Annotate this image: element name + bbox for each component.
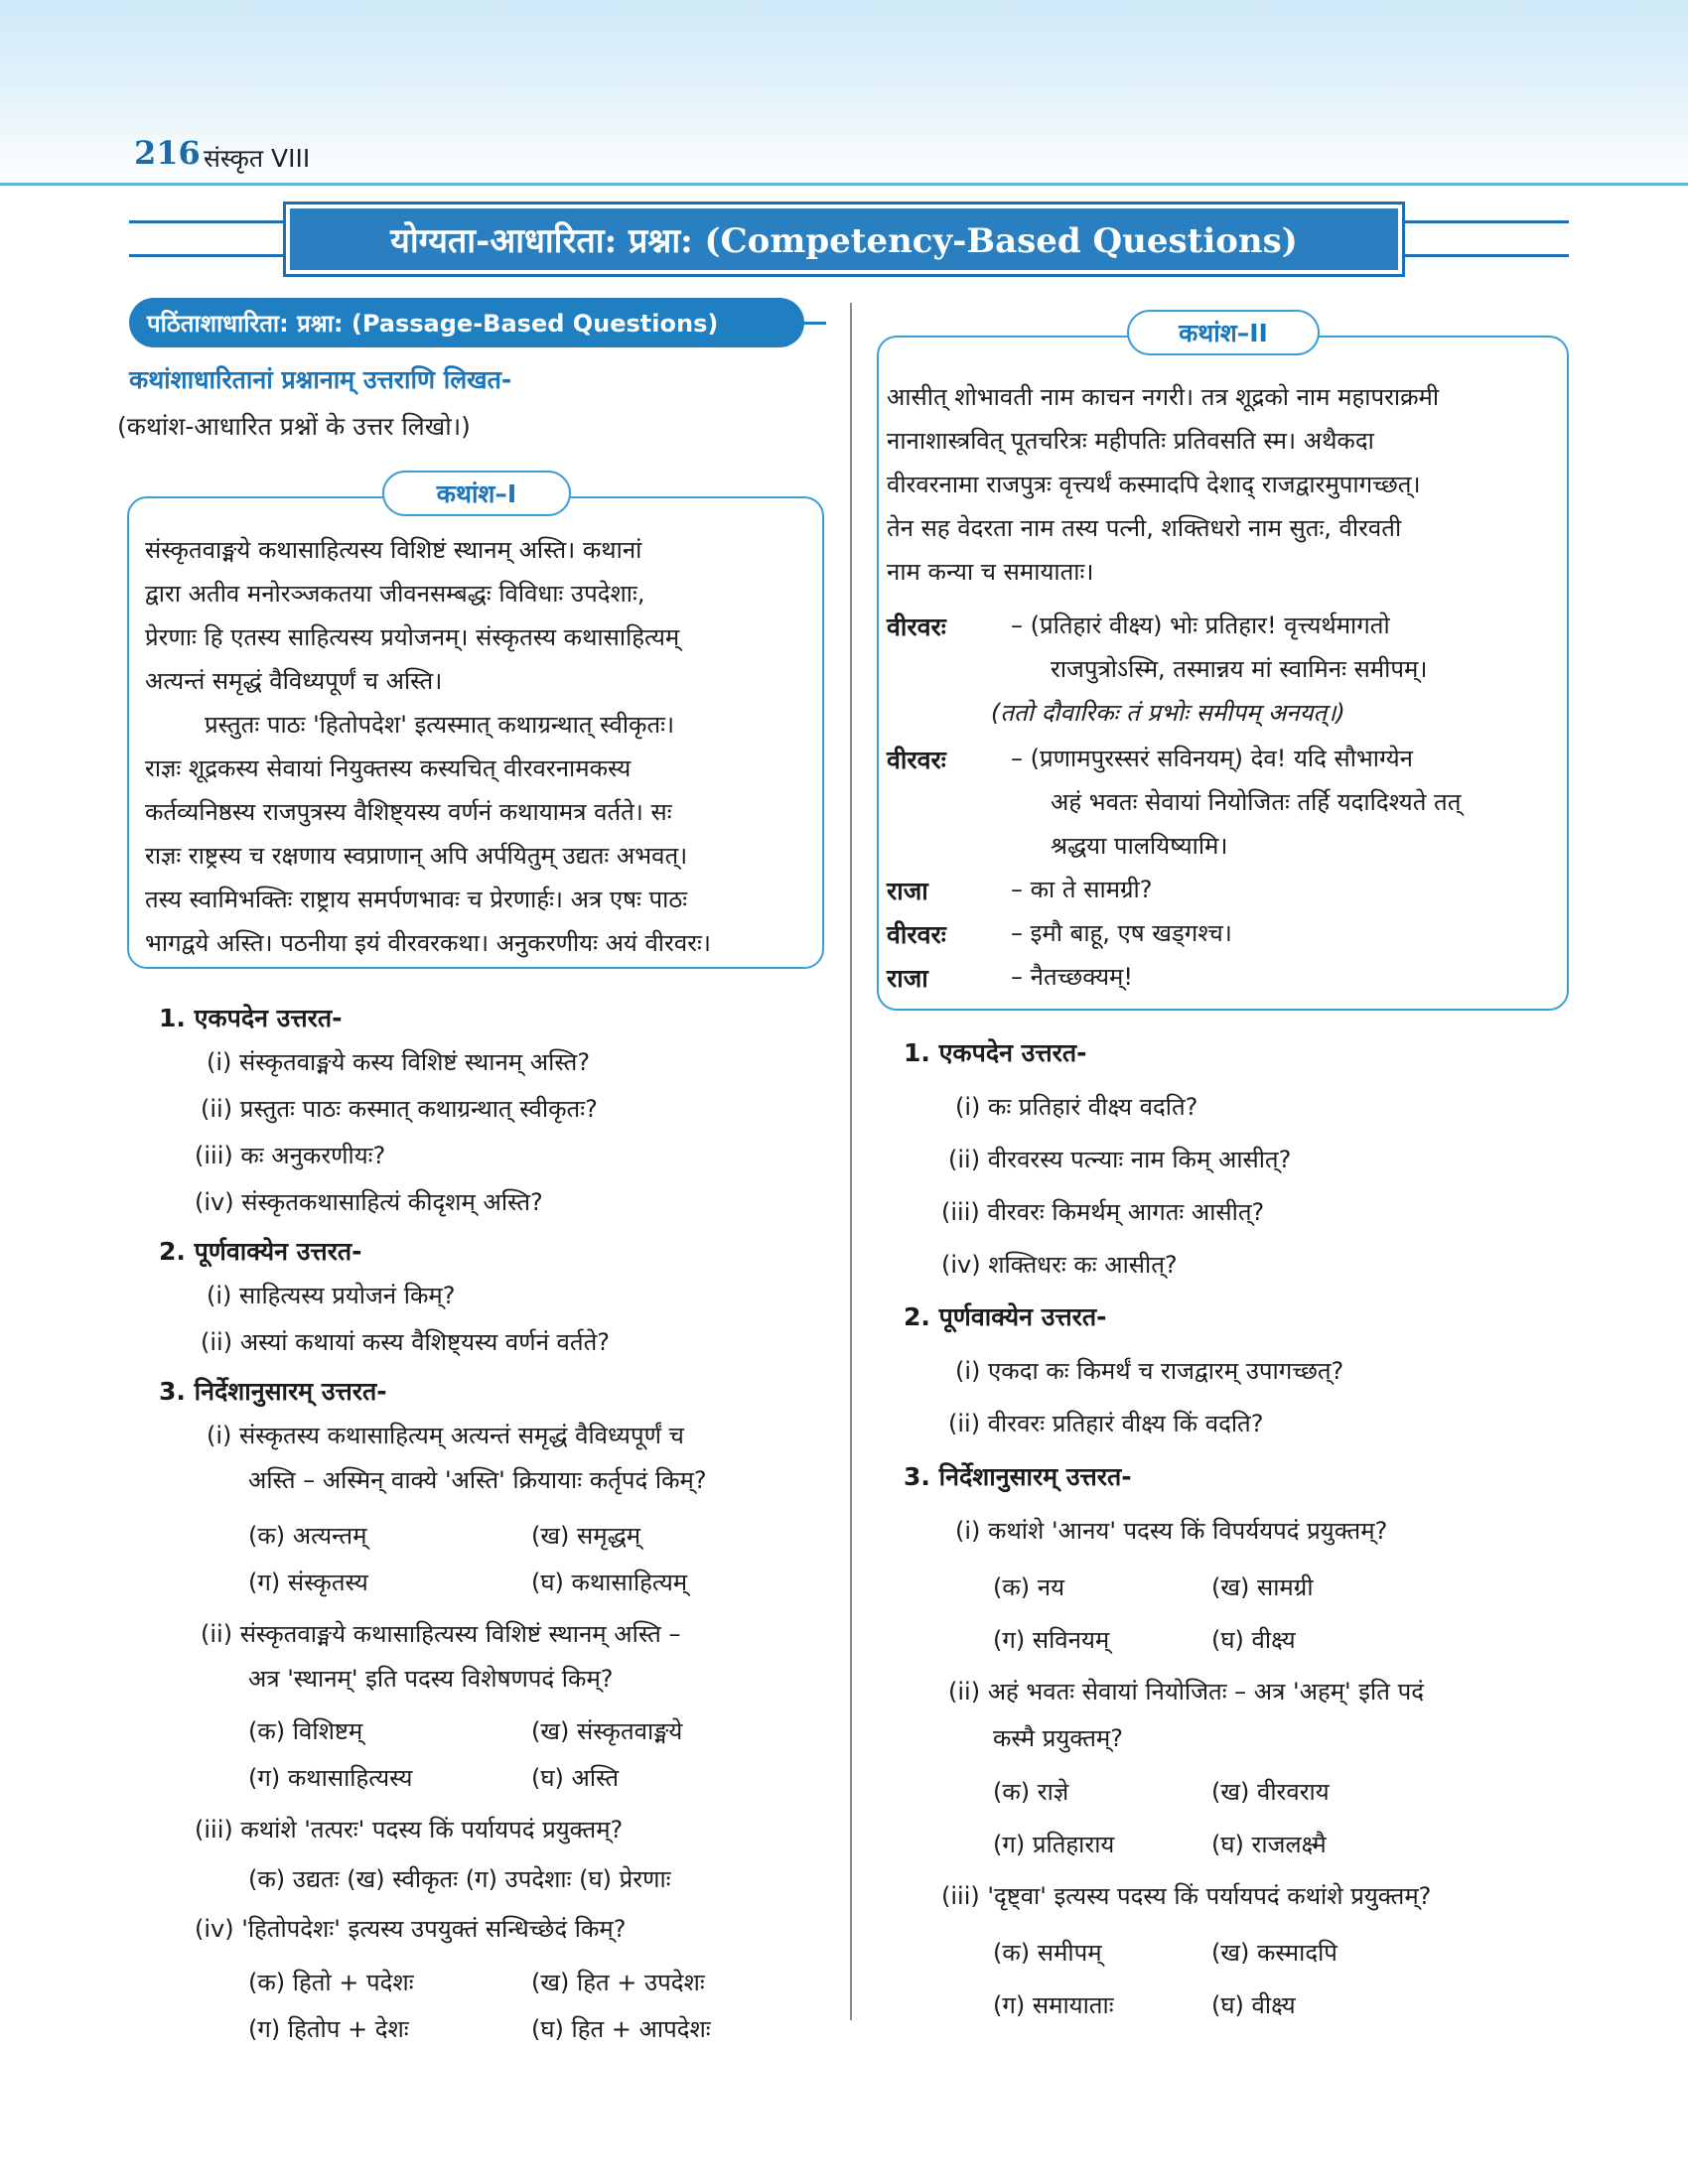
option: (ख) संस्कृतवाङ्मये	[531, 1717, 683, 1745]
option: (ख) वीरवराय	[1211, 1778, 1330, 1806]
left-q3-heading: 3. निर्देशानुसारम् उत्तरत-	[159, 1377, 387, 1406]
speaker-name: वीरवरः	[887, 746, 946, 774]
passage-line: द्वारा अतीव मनोरञ्जकतया जीवनसम्बद्धः विविधाः उपदेशाः,	[145, 580, 645, 608]
dialogue-line: राजपुत्रोऽस्मि, तस्मान्नय मां स्वामिनः समीपम्।	[1051, 655, 1428, 683]
option: (घ) कथासाहित्यम्	[531, 1569, 688, 1596]
main-title-box	[283, 202, 1405, 277]
dialogue-line: अहं भवतः सेवायां नियोजितः तर्हि यदादिश्यते तत्	[1051, 788, 1462, 816]
stage-direction: (ततो दौवारिकः तं प्रभोः समीपम् अनयत्।)	[991, 699, 1345, 727]
passage-line: प्रस्तुतः पाठः 'हितोपदेश' इत्यस्मात् कथाग्रन्थात् स्वीकृतः।	[205, 711, 675, 739]
passage-line: भागद्वये अस्ति। पठनीया इयं वीरवरकथा। अनुकरणीयः अयं वीरवरः।	[145, 929, 711, 957]
left-q3-iii-line: (iii) कथांशे 'तत्परः' पदस्य किं पर्यायपदं प्रयुक्तम्?	[195, 1816, 624, 1843]
right-q3-ii-line1: (ii) अहं भवतः सेवायां नियोजितः – अत्र 'अहम्' इति पदं	[948, 1678, 1424, 1706]
option: (ग) संस्कृतस्य	[248, 1569, 368, 1596]
left-q1-item: (ii) प्रस्तुतः पाठः कस्मात् कथाग्रन्थात् स्वीकृतः?	[201, 1095, 598, 1123]
passage-2-text	[887, 375, 1554, 594]
left-q3-iv-line: (iv) 'हितोपदेशः' इत्यस्य उपयुक्तं सन्धिच्छेदं किम्?	[195, 1915, 627, 1943]
passage-line: नानाशास्त्रवित् पूतचरित्रः महीपतिः प्रतिवसति स्म। अथैकदा	[887, 427, 1374, 455]
option: (क) नय	[993, 1573, 1065, 1601]
option: (ग) समायाताः	[993, 1991, 1114, 2019]
right-q1-item: (i) कः प्रतिहारं वीक्ष्य वदति?	[955, 1093, 1198, 1121]
section-pill-tail	[804, 322, 826, 325]
option: (क) अत्यन्तम्	[248, 1522, 367, 1550]
speaker-name: वीरवरः	[887, 920, 946, 949]
passage-line: कर्तव्यनिष्ठस्य राजपुत्रस्य वैशिष्ट्यस्य वर्णनं कथायामत्र वर्तते। सः	[145, 798, 672, 826]
right-q2-heading: 2. पूर्णवाक्येन उत्तरत-	[904, 1302, 1107, 1331]
option: (ग) कथासाहित्यस्य	[248, 1764, 413, 1792]
passage-line: तस्य स्वामिभक्तिः राष्ट्राय समर्पणभावः च प्रेरणार्हः। अत्र एषः पाठः	[145, 886, 688, 913]
dialogue-line: – (प्रणामपुरस्सरं सविनयम्) देव! यदि सौभाग्येन	[1011, 745, 1413, 772]
option: (घ) राजलक्ष्मै	[1211, 1831, 1327, 1858]
right-q1-item: (iv) शक्तिधरः कः आसीत्?	[941, 1251, 1178, 1279]
passage-line: वीरवरनामा राजपुत्रः वृत्त्यर्थं कस्मादपि देशाद् राजद्वारमुपागच्छत्।	[887, 471, 1421, 498]
left-q2-heading: 2. पूर्णवाक्येन उत्तरत-	[159, 1237, 362, 1266]
main-title: योग्यता-आधारिता: प्रश्ना: (Competency-Based Questions)	[290, 208, 1398, 270]
left-q1-heading: 1. एकपदेन उत्तरत-	[159, 1004, 343, 1032]
passage-line: आसीत् शोभावती नाम काचन नगरी। तत्र शूद्रको नाम महापराक्रमी	[887, 383, 1440, 411]
option: (ग) हितोप + देशः	[248, 2015, 409, 2043]
option-row: (क) उद्यतः (ख) स्वीकृतः (ग) उपदेशाः (घ) प्रेरणाः	[248, 1865, 671, 1893]
passage-line: संस्कृतवाङ्मये कथासाहित्यस्य विशिष्टं स्थानम् अस्ति। कथानां	[145, 536, 642, 564]
dialogue-line: – का ते सामग्री?	[1011, 876, 1153, 903]
left-q3-i-line2: अस्ति – अस्मिन् वाक्ये 'अस्ति' क्रियायाः कर्तृपदं किम्?	[248, 1466, 707, 1494]
passage-1-text	[145, 528, 810, 965]
left-q3-i-line1: (i) संस्कृतस्य कथासाहित्यम् अत्यन्तं समृद्धं वैविध्यपूर्णं च	[207, 1422, 684, 1449]
right-q2-item: (ii) वीरवरः प्रतिहारं वीक्ष्य किं वदति?	[948, 1410, 1264, 1437]
dialogue-line: श्रद्धया पालयिष्यामि।	[1051, 832, 1228, 860]
left-q3-ii-line1: (ii) संस्कृतवाङ्मये कथासाहित्यस्य विशिष्टं स्थानम् अस्ति –	[201, 1620, 681, 1648]
passage-line: प्रेरणाः हि एतस्य साहित्यस्य प्रयोजनम्। संस्कृतस्य कथासाहित्यम्	[145, 623, 680, 651]
passage-2-label: कथांश–II	[1127, 310, 1320, 355]
column-divider	[850, 303, 852, 2020]
left-q1-item: (iii) कः अनुकरणीयः?	[195, 1142, 386, 1169]
passage-line: राज्ञः राष्ट्रस्य च रक्षणाय स्वप्राणान् अपि अर्पयितुम् उद्यतः अभवत्।	[145, 842, 688, 870]
passage-line: अत्यन्तं समृद्धं वैविध्यपूर्णं च अस्ति।	[145, 667, 443, 695]
option: (घ) वीक्ष्य	[1211, 1626, 1296, 1654]
left-q2-item: (ii) अस्यां कथायां कस्य वैशिष्ट्यस्य वर्णनं वर्तते?	[201, 1328, 610, 1356]
instruction-hindi: (कथांश-आधारित प्रश्नों के उत्तर लिखो।)	[117, 412, 471, 441]
option: (घ) हित + आपदेशः	[531, 2015, 711, 2043]
header-rule	[0, 183, 1688, 186]
right-q1-item: (ii) वीरवरस्य पत्न्याः नाम किम् आसीत्?	[948, 1146, 1292, 1173]
option: (ख) कस्मादपि	[1211, 1939, 1337, 1967]
option: (ग) सविनयम्	[993, 1626, 1110, 1654]
passage-1-label: कथांश–I	[382, 471, 571, 516]
passage-line: नाम कन्या च समायाताः।	[887, 558, 1094, 586]
left-q2-item: (i) साहित्यस्य प्रयोजनं किम्?	[207, 1282, 456, 1309]
right-q3-ii-line2: कस्मै प्रयुक्तम्?	[993, 1724, 1123, 1752]
instruction-heading: कथांशाधारितानां प्रश्नानाम् उत्तराणि लिखत-	[129, 365, 512, 394]
option: (क) विशिष्टम्	[248, 1717, 363, 1745]
speaker-name: राजा	[887, 964, 928, 993]
option: (क) राज्ञे	[993, 1778, 1069, 1806]
left-q1-item: (iv) संस्कृतकथासाहित्यं कीदृशम् अस्ति?	[195, 1188, 543, 1216]
option: (घ) वीक्ष्य	[1211, 1991, 1296, 2019]
option: (ख) सामग्री	[1211, 1573, 1314, 1601]
speaker-name: वीरवरः	[887, 613, 946, 641]
dialogue-line: – नैतच्छक्यम्!	[1011, 963, 1134, 991]
right-q3-iii-line: (iii) 'दृष्ट्वा' इत्यस्य पदस्य किं पर्यायपदं कथांशे प्रयुक्तम्?	[941, 1882, 1432, 1910]
dialogue-line: – (प्रतिहारं वीक्ष्य) भोः प्रतिहार! वृत्त्यर्थमागतो	[1011, 612, 1390, 639]
book-title: संस्कृत VIII	[204, 144, 311, 173]
dialogue-line: – इमौ बाहू, एष खड्गश्च।	[1011, 919, 1232, 947]
passage-line: राज्ञः शूद्रकस्य सेवायां नियुक्तस्य कस्यचित् वीरवरनामकस्य	[145, 754, 632, 782]
option: (ग) प्रतिहाराय	[993, 1831, 1115, 1858]
option: (घ) अस्ति	[531, 1764, 620, 1792]
right-q1-heading: 1. एकपदेन उत्तरत-	[904, 1038, 1087, 1067]
section-pill: पठिंताशाधारिता: प्रश्ना: (Passage-Based Questions)	[129, 298, 804, 347]
page-number: 216	[134, 134, 201, 172]
right-q3-heading: 3. निर्देशानुसारम् उत्तरत-	[904, 1462, 1132, 1491]
option: (क) समीपम्	[993, 1939, 1102, 1967]
option: (क) हितो + पदेशः	[248, 1969, 414, 1996]
option: (ख) हित + उपदेशः	[531, 1969, 705, 1996]
right-q1-item: (iii) वीरवरः किमर्थम् आगतः आसीत्?	[941, 1198, 1265, 1226]
option: (ख) समृद्धम्	[531, 1522, 641, 1550]
right-q2-item: (i) एकदा कः किमर्थं च राजद्वारम् उपागच्छत्?	[955, 1357, 1344, 1385]
speaker-name: राजा	[887, 877, 928, 905]
left-q1-item: (i) संस्कृतवाङ्मये कस्य विशिष्टं स्थानम् अस्ति?	[207, 1048, 591, 1076]
right-q3-i-line: (i) कथांशे 'आनय' पदस्य किं विपर्ययपदं प्रयुक्तम्?	[955, 1517, 1388, 1545]
left-q3-ii-line2: अत्र 'स्थानम्' इति पदस्य विशेषणपदं किम्?	[248, 1665, 614, 1693]
passage-line: तेन सह वेदरता नाम तस्य पत्नी, शक्तिधरो नाम सुतः, वीरवती	[887, 514, 1402, 542]
